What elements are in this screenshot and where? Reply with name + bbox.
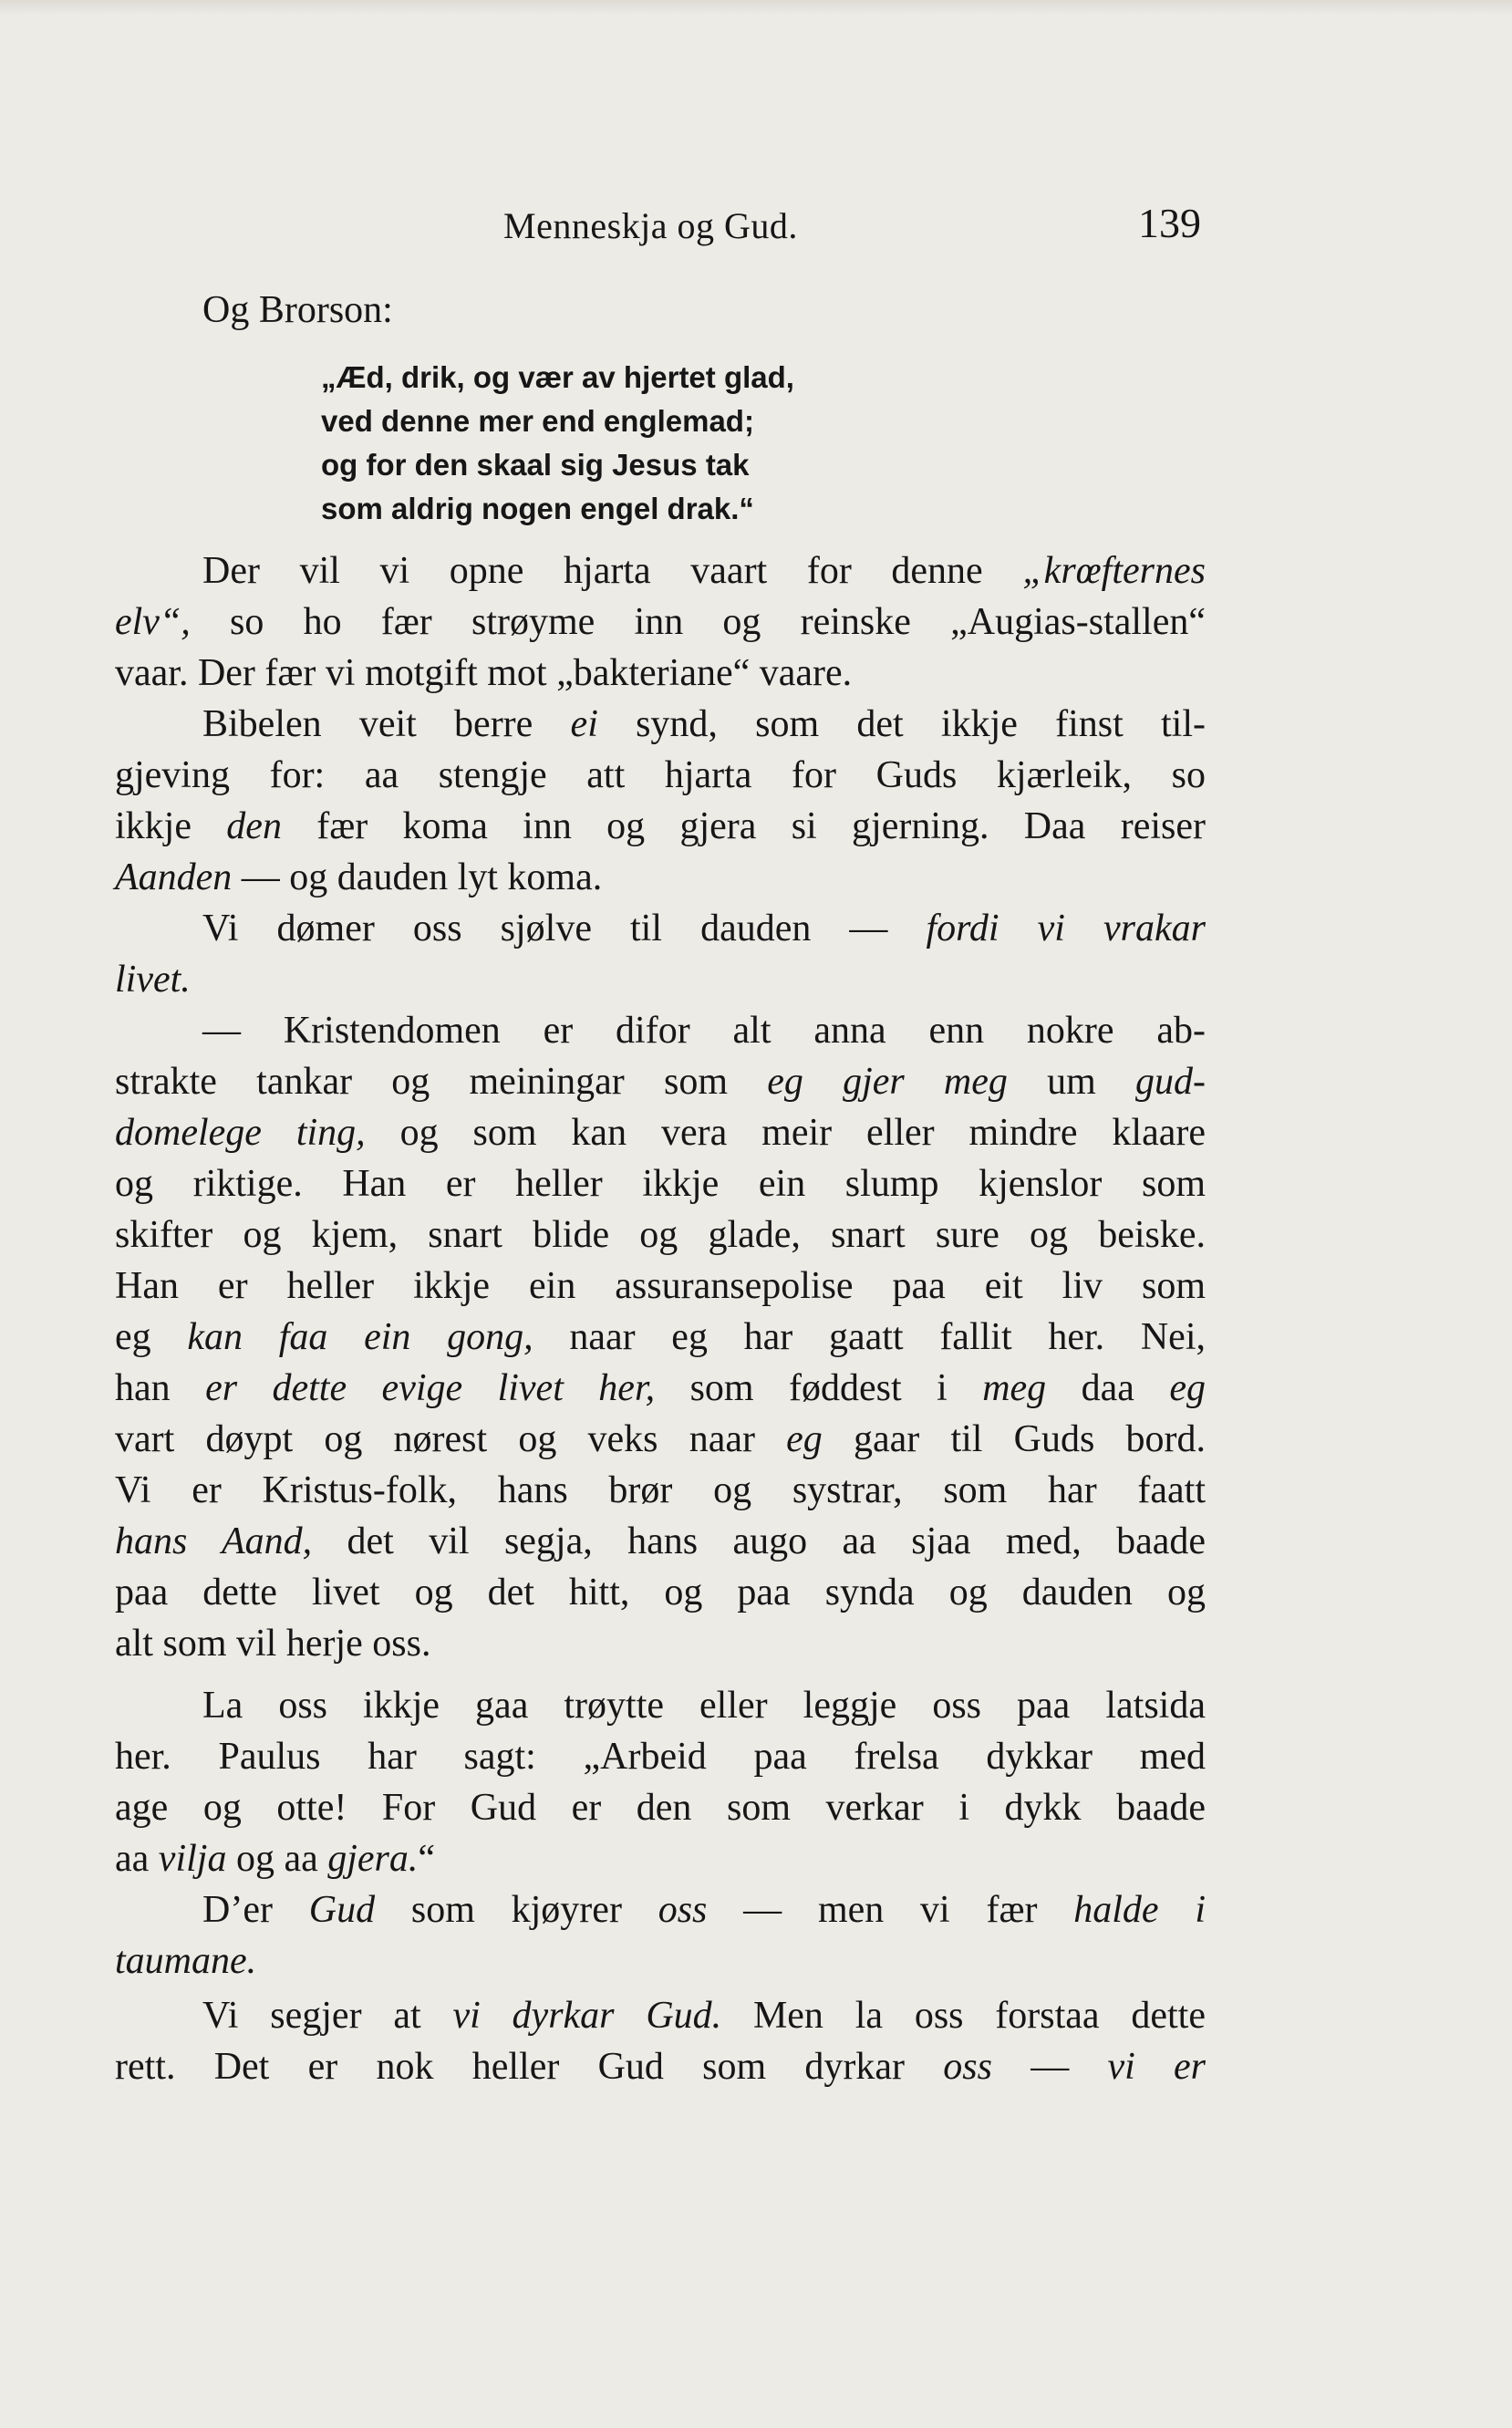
text-line: vart døypt og nørest og veks naar eg gaar til Guds bord.: [115, 1418, 1206, 1460]
text-line: ikkje den fær koma inn og gjera si gjerning. Daa reiser: [115, 805, 1206, 847]
text-line: La oss ikkje gaa trøytte eller leggje oss paa latsida: [202, 1685, 1206, 1727]
text-line: Vi dømer oss sjølve til dauden — fordi vi vrakar: [202, 908, 1206, 949]
verse-line: ved denne mer end englemad;: [321, 404, 754, 438]
running-head: Menneskja og Gud.: [503, 205, 798, 246]
text-line: skifter og kjem, snart blide og glade, snart sure og beiske.: [115, 1214, 1206, 1256]
text-line: Bibelen veit berre ei synd, som det ikkje finst til-: [202, 703, 1206, 745]
text-line: her. Paulus har sagt: „Arbeid paa frelsa dykkar med: [115, 1736, 1206, 1778]
text-line: alt som vil herje oss.: [115, 1623, 431, 1665]
text-line: age og otte! For Gud er den som verkar i dykk baade: [115, 1787, 1206, 1829]
text-line: aa vilja og aa gjera.“: [115, 1838, 436, 1880]
text-line: han er dette evige livet her, som føddest i meg daa eg: [115, 1367, 1206, 1409]
text-line: elv“, so ho fær strøyme inn og reinske „Augias-stallen“: [115, 601, 1206, 643]
text-line: eg kan faa ein gong, naar eg har gaatt fallit her. Nei,: [115, 1316, 1206, 1358]
text-line: D’er Gud som kjøyrer oss — men vi fær halde i: [202, 1889, 1206, 1931]
text-line: gjeving for: aa stengje att hjarta for Guds kjærleik, so: [115, 754, 1206, 796]
text-line: taumane.: [115, 1940, 257, 1982]
text-line: Vi er Kristus-folk, hans brør og systrar, som har faatt: [115, 1469, 1206, 1511]
page-number: 139: [1138, 200, 1201, 246]
verse-line: som aldrig nogen engel drak.“: [321, 492, 754, 525]
text-line: paa dette livet og det hitt, og paa synda og dauden og: [115, 1572, 1206, 1613]
verse-line: og for den skaal sig Jesus tak: [321, 448, 750, 482]
text-line: og riktige. Han er heller ikkje ein slump kjenslor som: [115, 1163, 1206, 1205]
page-header: [115, 199, 1209, 254]
text-line: domelege ting, og som kan vera meir eller mindre klaare: [115, 1112, 1206, 1154]
page-top-edge: [0, 0, 1512, 15]
text-line: Han er heller ikkje ein assuransepolise paa eit liv som: [115, 1265, 1206, 1307]
text-line: hans Aand, det vil segja, hans augo aa sjaa med, baade: [115, 1520, 1206, 1562]
text-line: Vi segjer at vi dyrkar Gud. Men la oss forstaa dette: [202, 1995, 1206, 2037]
text-line: — Kristendomen er difor alt anna enn nokre ab-: [202, 1010, 1206, 1052]
intro-line: Og Brorson:: [202, 289, 393, 331]
verse-line: „Æd, drik, og vær av hjertet glad,: [321, 360, 794, 394]
text-line: vaar. Der fær vi motgift mot „bakteriane“ vaare.: [115, 652, 853, 694]
text-line: Der vil vi opne hjarta vaart for denne „krœfternes: [202, 550, 1206, 592]
text-line: Aanden — og dauden lyt koma.: [115, 856, 603, 898]
text-line: livet.: [115, 959, 191, 1001]
text-line: strakte tankar og meiningar som eg gjer meg um gud-: [115, 1061, 1206, 1103]
text-line: rett. Det er nok heller Gud som dyrkar oss — vi er: [115, 2046, 1206, 2088]
